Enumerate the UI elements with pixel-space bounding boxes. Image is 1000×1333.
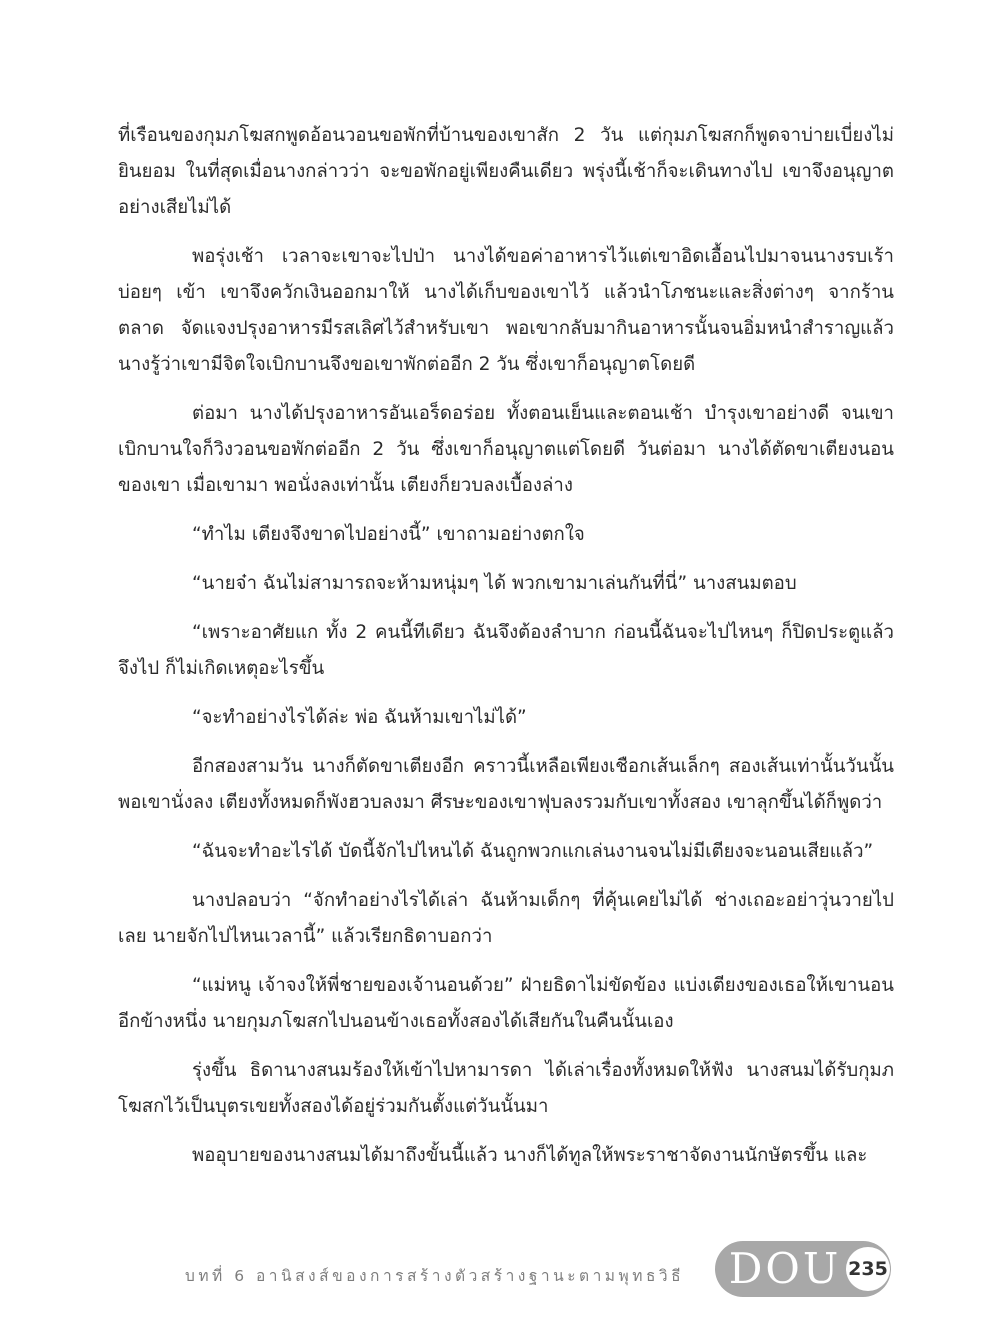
dou-logo: DOU [728, 1244, 842, 1293]
dou-badge [715, 1241, 891, 1297]
page-number: 235 [846, 1247, 890, 1291]
paragraph-7: “จะทำอย่างไรได้ล่ะ พ่อ ฉันห้ามเขาไม่ได้” [192, 707, 527, 728]
page-footer [185, 1241, 891, 1299]
paragraph-4: “ทำไม เตียงจึงขาดไปอย่างนี้” เขาถามอย่างตกใจ [192, 524, 585, 545]
paragraph-13: พออุบายของนางสนมได้มาถึงขั้นนี้แล้ว นางก็ได้ทูลให้พระราชาจัดงานนักษัตรขึ้น และ [192, 1145, 868, 1166]
paragraph-9: “ฉันจะทำอะไรได้ บัดนี้จักไปไหนได้ ฉันถูกพวกแกเล่นงานจนไม่มีเตียงจะนอนเสียแล้ว” [192, 841, 874, 862]
paragraph-11: “แม่หนู เจ้าจงให้พี่ชายของเจ้านอนด้วย” ฝ่ายธิดาไม่ขัดข้อง แบ่งเตียงของเธอให้เขานอนอีกข้างหนึ่ง นายกุมภโฆสกไปนอนข้างเธอทั้งสองได้เสียกันในคืนนั้นเอง [118, 975, 894, 1032]
paragraph-1: ที่เรือนของกุมภโฆสกพูดอ้อนวอนขอพักที่บ้านของเขาสัก 2 วัน แต่กุมภโฆสกก็พูดจาบ่ายเบี่ยงไม่ยินยอม ในที่สุดเมื่อนางกล่าวว่า จะขอพักอยู่เพียงคืนเดียว พรุ่งนี้เช้าก็จะเดินทางไป เขาจึงอนุญาตอย่างเสียไม่ได้ [118, 125, 894, 218]
paragraph-12: รุ่งขึ้น ธิดานางสนมร้องให้เข้าไปหามารดา ได้เล่าเรื่องทั้งหมดให้ฟัง นางสนมได้รับกุมภโฆสกไว้เป็นบุตรเขยทั้งสองได้อยู่ร่วมกันตั้งแต่วันนั้นมา [118, 1060, 894, 1117]
paragraph-2: พอรุ่งเช้า เวลาจะเขาจะไปป่า นางได้ขอค่าอาหารไว้แต่เขาอิดเอื้อนไปมาจนนางรบเร้าบ่อยๆ เข้า เขาจึงควักเงินออกมาให้ นางได้เก็บของเขาไว้ แล้วนำโภชนะและสิ่งต่างๆ จากร้านตลาด จัดแจงปรุงอาหารมีรสเลิศไว้สำหรับเขา พอเขากลับมากินอาหารนั้นจนอิ่มหนำสำราญแล้วนางรู้ว่าเขามีจิตใจเบิกบานจึงขอเขาพักต่ออีก 2 วัน ซึ่งเขาก็อนุญาตโดยดี [118, 246, 894, 375]
paragraph-8: อีกสองสามวัน นางก็ตัดขาเตียงอีก คราวนี้เหลือเพียงเชือกเส้นเล็กๆ สองเส้นเท่านั้นวันนั้นพอเขานั่งลง เตียงทั้งหมดก็พังฮวบลงมา ศีรษะของเขาฟุบลงรวมกับเขาทั้งสอง เขาลุกขึ้นได้ก็พูดว่า [118, 756, 894, 813]
paragraph-5: “นายจ๋า ฉันไม่สามารถจะห้ามหนุ่มๆ ได้ พวกเขามาเล่นกันที่นี่” นางสนมตอบ [192, 573, 797, 594]
chapter-caption: บทที่ 6 อานิสงส์ของการสร้างตัวสร้างฐานะตามพุทธวิธี [185, 1267, 685, 1285]
paragraph-6: “เพราะอาศัยแก ทั้ง 2 คนนี้ทีเดียว ฉันจึงต้องลำบาก ก่อนนี้ฉันจะไปไหนๆ ก็ปิดประตูแล้วจึงไป ก็ไม่เกิดเหตุอะไรขึ้น [118, 622, 894, 679]
page-body [118, 118, 894, 1187]
paragraph-10: นางปลอบว่า “จักทำอย่างไรได้เล่า ฉันห้ามเด็กๆ ที่คุ้นเคยไม่ได้ ช่างเถอะอย่าวุ่นวายไปเลย นายจักไปไหนเวลานี้” แล้วเรียกธิดาบอกว่า [118, 890, 894, 947]
paragraph-3: ต่อมา นางได้ปรุงอาหารอันเอร็ดอร่อย ทั้งตอนเย็นและตอนเช้า บำรุงเขาอย่างดี จนเขาเบิกบานใจก็วิงวอนขอพักต่ออีก 2 วัน ซึ่งเขาก็อนุญาตแต่โดยดี วันต่อมา นางได้ตัดขาเตียงนอนของเขา เมื่อเขามา พอนั่งลงเท่านั้น เตียงก็ยวบลงเบื้องล่าง [118, 403, 894, 496]
